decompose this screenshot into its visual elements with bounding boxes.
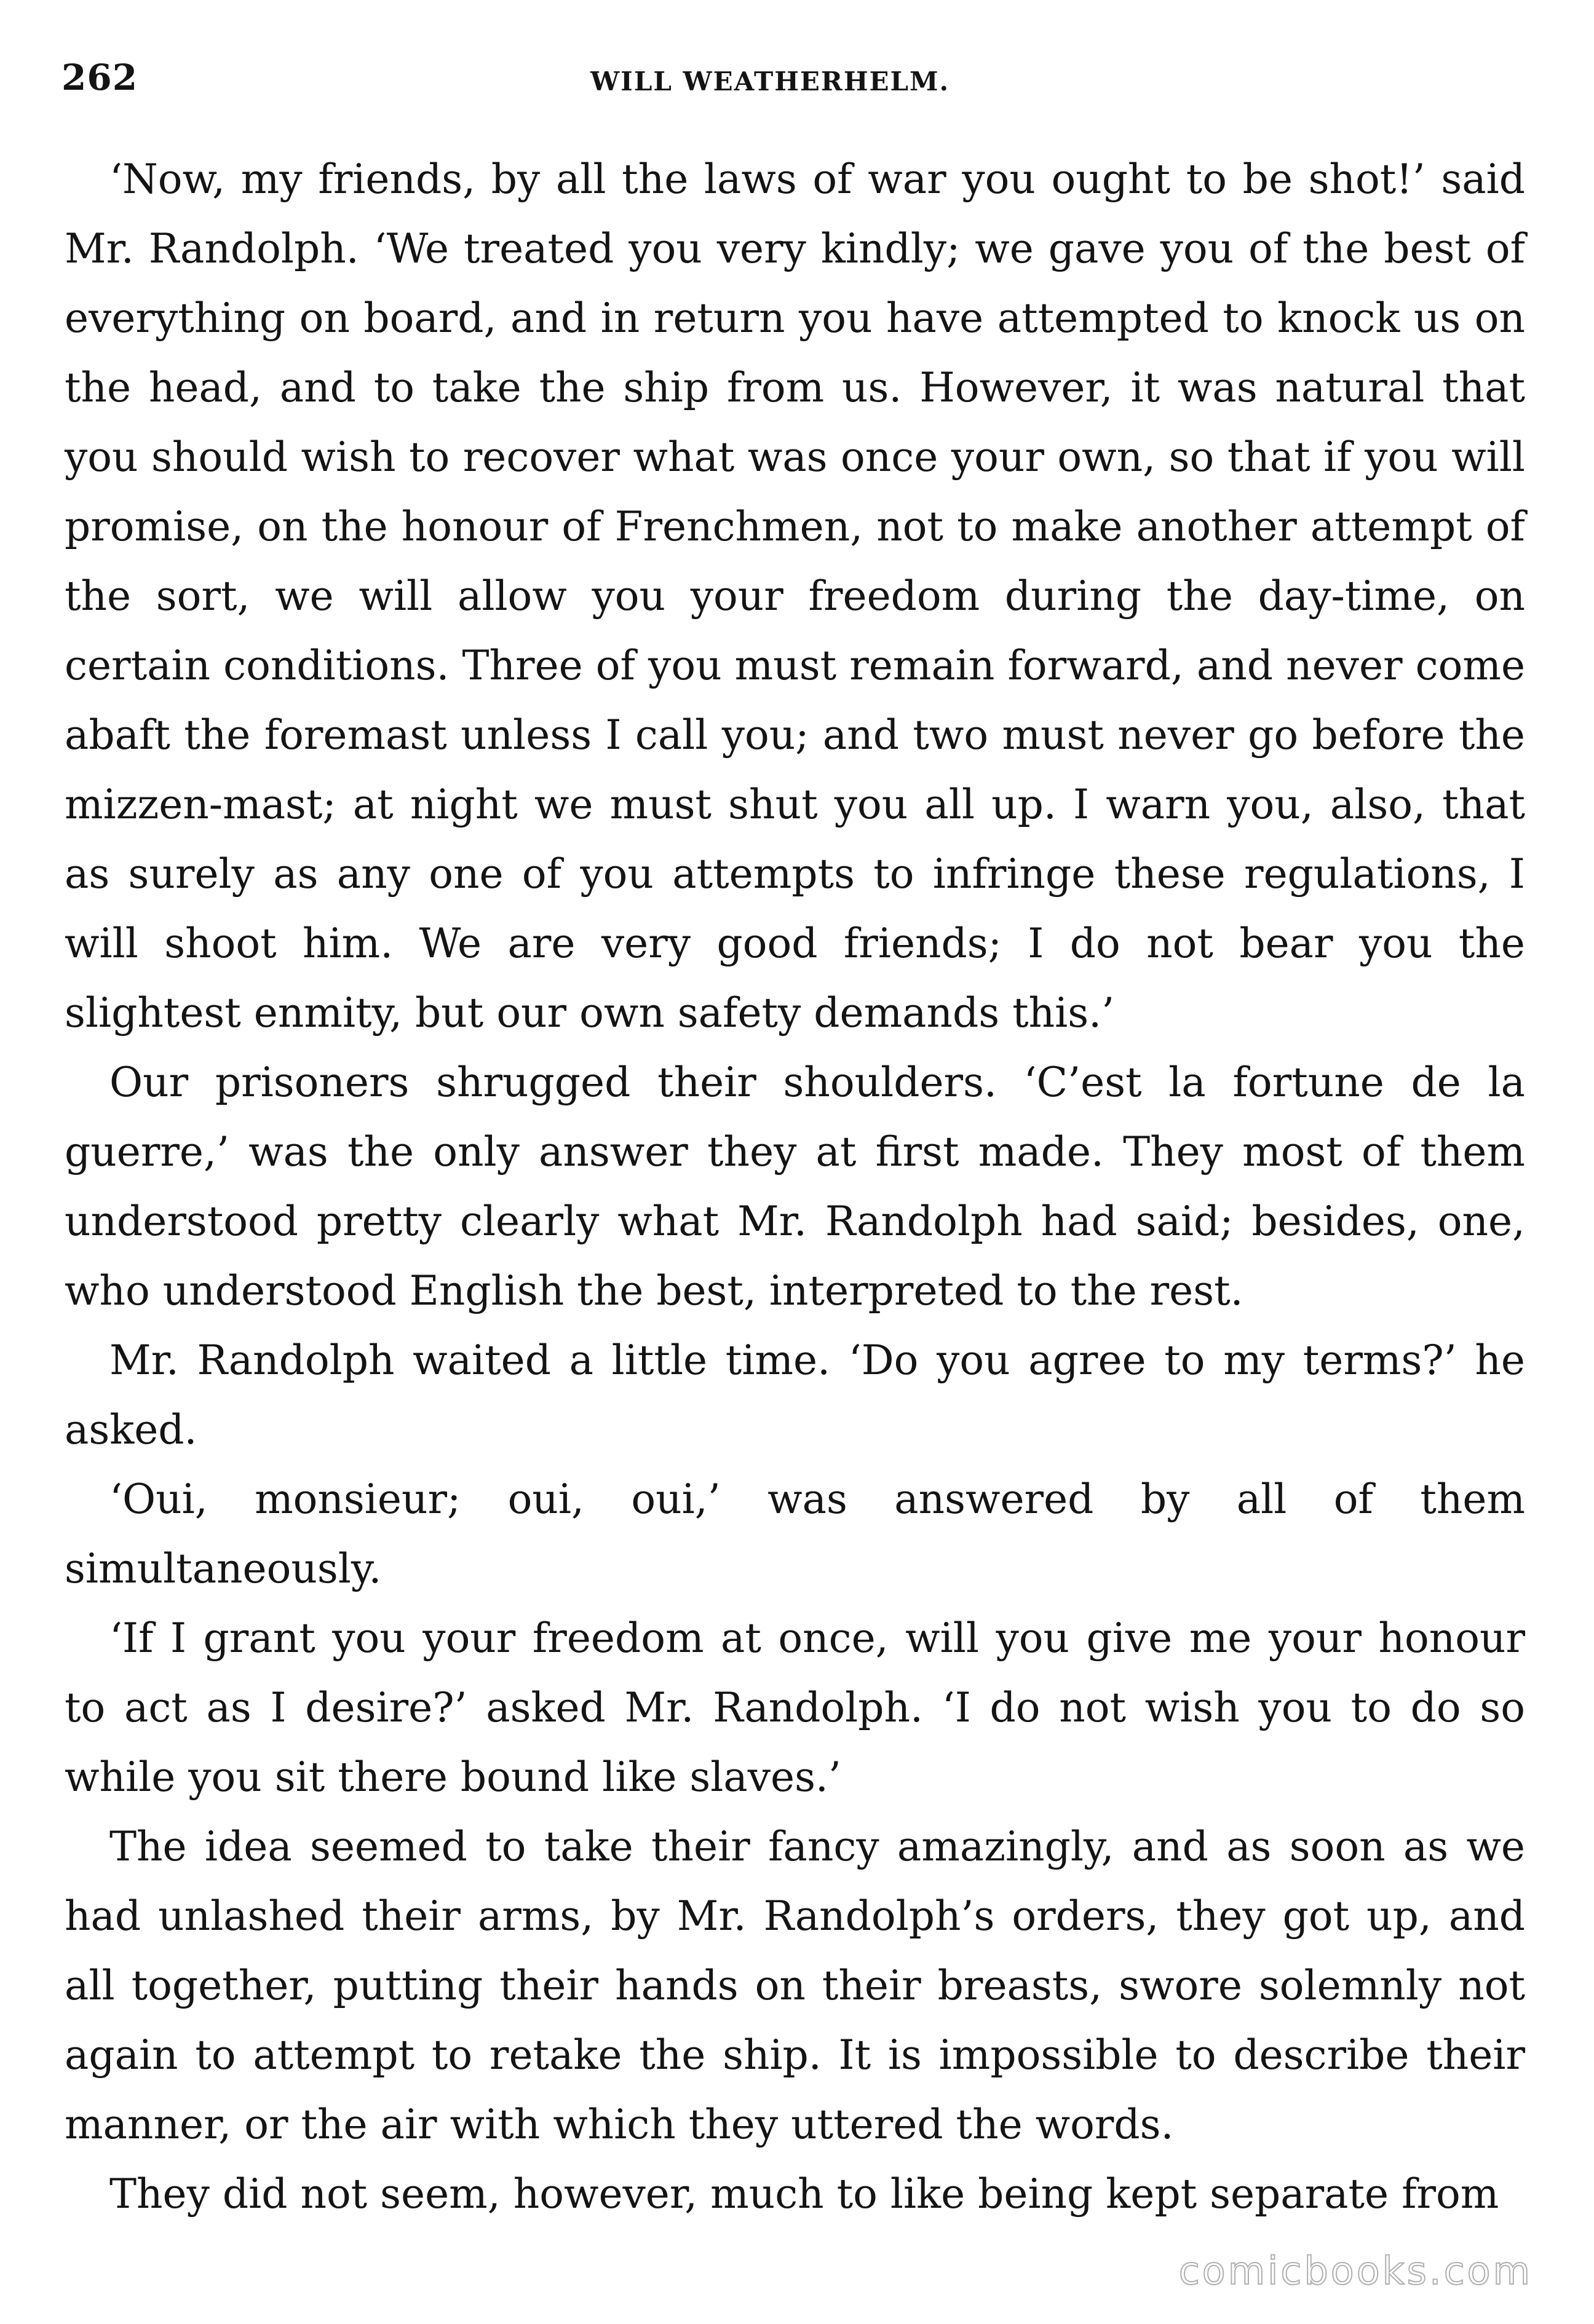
running-title: WILL WEATHERHELM.: [590, 66, 950, 97]
paragraph: The idea seemed to take their fancy amazingly, and as soon as we had unlashed their arms, by Mr. Randolph’s orders, they got up, and all together, putting their hands on their breasts, swore solemnly not again to attempt to retake the ship. It is impossible to describe their manner, or the air with which they uttered the words.: [65, 1823, 1525, 2148]
page-number: 262: [61, 57, 138, 98]
paragraph: They did not seem, however, much to like being kept separate from: [109, 2170, 1499, 2218]
paragraph: ‘Now, my friends, by all the laws of war you ought to be shot!’ said Mr. Randolph. ‘We treated you very kindly; we gave you of the best of everything on board, and in return you have attempted to knock us on the head, and to take the ship from us. However, it was natural that you should wish to recover what was once your own, so that if you will promise, on the honour of Frenchmen, not to make another attempt of the sort, we will allow you your freedom during the day-time, on certain conditions. Three of you must remain forward, and never come abaft the foremast unless I call you; and two must never go before the mizzen-mast; at night we must shut you all up. I warn you, also, that as surely as any one of you attempts to infringe these regulations, I will shoot him. We are very good friends; I do not bear you the slightest enmity, but our own safety demands this.’: [65, 156, 1525, 1037]
paragraph: Mr. Randolph waited a little time. ‘Do you agree to my terms?’ he asked.: [65, 1337, 1525, 1453]
watermark: comicbooks.com: [1178, 2248, 1533, 2293]
paragraph: ‘If I grant you your freedom at once, will you give me your honour to act as I desire?’ asked Mr. Randolph. ‘I do not wish you to do so while you sit there bound like slaves.’: [65, 1615, 1525, 1801]
paragraph: ‘Oui, monsieur; oui, oui,’ was answered by all of them simultaneously.: [65, 1476, 1525, 1592]
paragraph: Our prisoners shrugged their shoulders. ‘C’est la fortune de la guerre,’ was the only answer they at first made. They most of them understood pretty clearly what Mr. Randolph had said; besides, one, who understood English the best, interpreted to the rest.: [65, 1059, 1525, 1314]
body-text: [65, 144, 1525, 2229]
